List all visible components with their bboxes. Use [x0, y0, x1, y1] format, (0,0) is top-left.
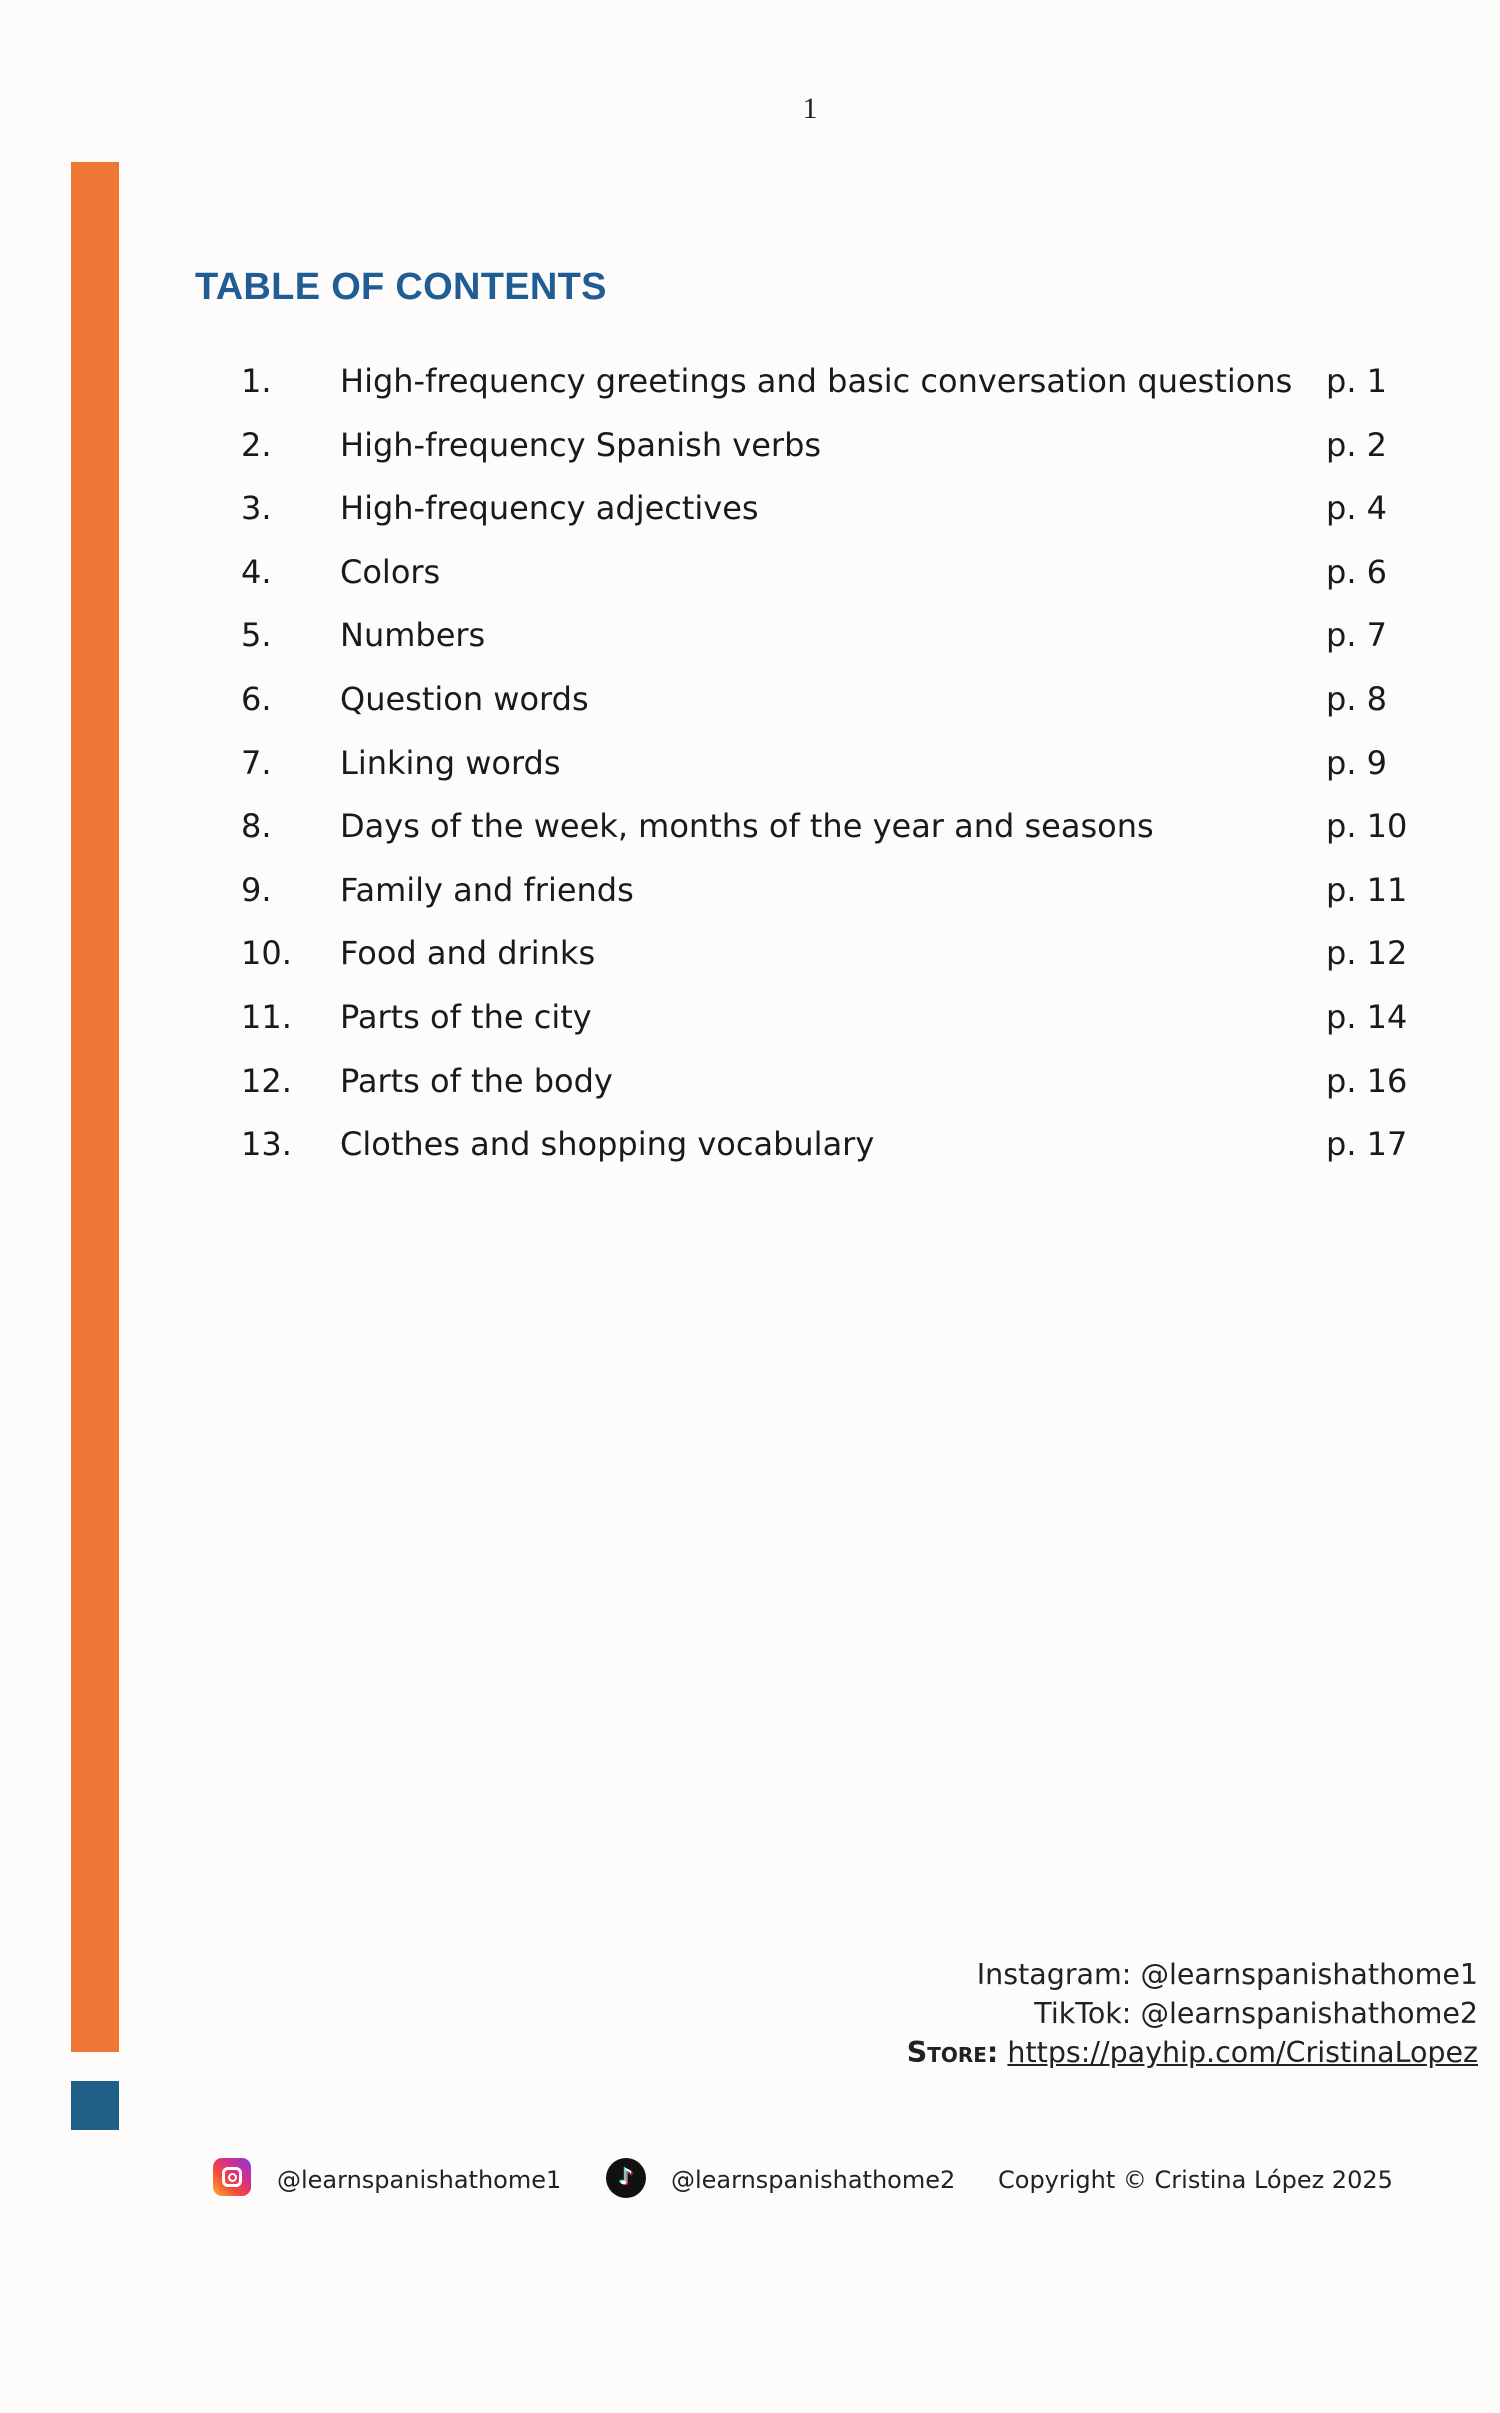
- toc-item-page: p. 16: [1326, 1061, 1408, 1100]
- contact-instagram-handle[interactable]: @learnspanishathome1: [1140, 1958, 1478, 1991]
- toc-item[interactable]: [0, 604, 1500, 668]
- contact-tiktok-line: [907, 1994, 1478, 2033]
- toc-item[interactable]: [0, 350, 1500, 414]
- toc-item-page: p. 7: [1326, 616, 1388, 655]
- toc-item-number: 3.: [241, 489, 272, 528]
- contact-store-line: [907, 2033, 1478, 2072]
- toc-item[interactable]: [0, 986, 1500, 1050]
- toc-item-number: 8.: [241, 807, 272, 846]
- toc-item-label: Question words: [340, 679, 589, 718]
- toc-item[interactable]: [0, 477, 1500, 541]
- toc-item-label: High-frequency Spanish verbs: [340, 425, 822, 464]
- toc-item-number: 12.: [241, 1061, 292, 1100]
- footer-instagram-handle[interactable]: @learnspanishathome1: [277, 2166, 562, 2194]
- toc-item[interactable]: [0, 859, 1500, 923]
- page-number: 1: [802, 92, 818, 125]
- contact-tiktok-label: TikTok:: [1034, 1997, 1132, 2030]
- toc-item-page: p. 8: [1326, 679, 1388, 718]
- toc-item-number: 13.: [241, 1125, 292, 1164]
- toc-item-label: Clothes and shopping vocabulary: [340, 1125, 875, 1164]
- toc-title: TABLE OF CONTENTS: [195, 266, 607, 308]
- toc-item-label: High-frequency adjectives: [340, 489, 759, 528]
- toc-item[interactable]: [0, 795, 1500, 859]
- toc-item[interactable]: [0, 922, 1500, 986]
- toc-item[interactable]: [0, 1050, 1500, 1114]
- toc-item[interactable]: [0, 668, 1500, 732]
- toc-item-label: Numbers: [340, 616, 486, 655]
- toc-list: [0, 350, 1500, 1177]
- toc-item-label: Parts of the city: [340, 997, 592, 1036]
- contact-store-label: Store:: [906, 2036, 999, 2069]
- toc-item-page: p. 2: [1326, 425, 1388, 464]
- toc-item-label: Colors: [340, 552, 441, 591]
- contact-tiktok-handle[interactable]: @learnspanishathome2: [1140, 1997, 1478, 2030]
- toc-item-label: Family and friends: [340, 870, 634, 909]
- toc-item-label: Parts of the body: [340, 1061, 613, 1100]
- toc-item-page: p. 14: [1326, 997, 1408, 1036]
- toc-item-label: Food and drinks: [340, 934, 596, 973]
- toc-item-page: p. 12: [1326, 934, 1408, 973]
- instagram-icon[interactable]: [213, 2158, 251, 2196]
- toc-item-number: 7.: [241, 743, 272, 782]
- toc-item-page: p. 9: [1326, 743, 1388, 782]
- toc-item-number: 10.: [241, 934, 292, 973]
- toc-item-page: p. 6: [1326, 552, 1388, 591]
- store-link[interactable]: https://payhip.com/CristinaLopez: [1007, 2036, 1478, 2069]
- footer: [0, 2158, 1500, 2204]
- toc-item[interactable]: [0, 1113, 1500, 1177]
- toc-item-page: p. 4: [1326, 489, 1388, 528]
- toc-item-page: p. 10: [1326, 807, 1408, 846]
- contact-instagram-label: Instagram:: [976, 1958, 1132, 1991]
- toc-item[interactable]: [0, 541, 1500, 605]
- toc-item-number: 1.: [241, 362, 272, 400]
- toc-item-number: 9.: [241, 870, 272, 909]
- toc-item-number: 4.: [241, 552, 272, 591]
- toc-item-page: p. 17: [1326, 1125, 1408, 1164]
- toc-item-label: Linking words: [340, 743, 561, 782]
- toc-item-number: 2.: [241, 425, 272, 464]
- footer-tiktok-handle[interactable]: @learnspanishathome2: [671, 2166, 956, 2194]
- blue-side-square: [71, 2081, 119, 2130]
- contact-block: [907, 1955, 1478, 2072]
- contact-instagram-line: [907, 1955, 1478, 1994]
- toc-item-label: Days of the week, months of the year and seasons: [340, 807, 1154, 846]
- toc-item-page: p. 11: [1326, 870, 1408, 909]
- toc-item[interactable]: [0, 732, 1500, 796]
- toc-item-page: p. 1: [1326, 362, 1388, 400]
- tiktok-icon[interactable]: ♪: [606, 2158, 646, 2198]
- footer-copyright: Copyright © Cristina López 2025: [998, 2166, 1393, 2194]
- toc-item-number: 5.: [241, 616, 272, 655]
- toc-item-number: 11.: [241, 997, 292, 1036]
- toc-item-number: 6.: [241, 679, 272, 718]
- toc-item-label: High-frequency greetings and basic conversation questions: [340, 362, 1293, 400]
- toc-item[interactable]: [0, 414, 1500, 478]
